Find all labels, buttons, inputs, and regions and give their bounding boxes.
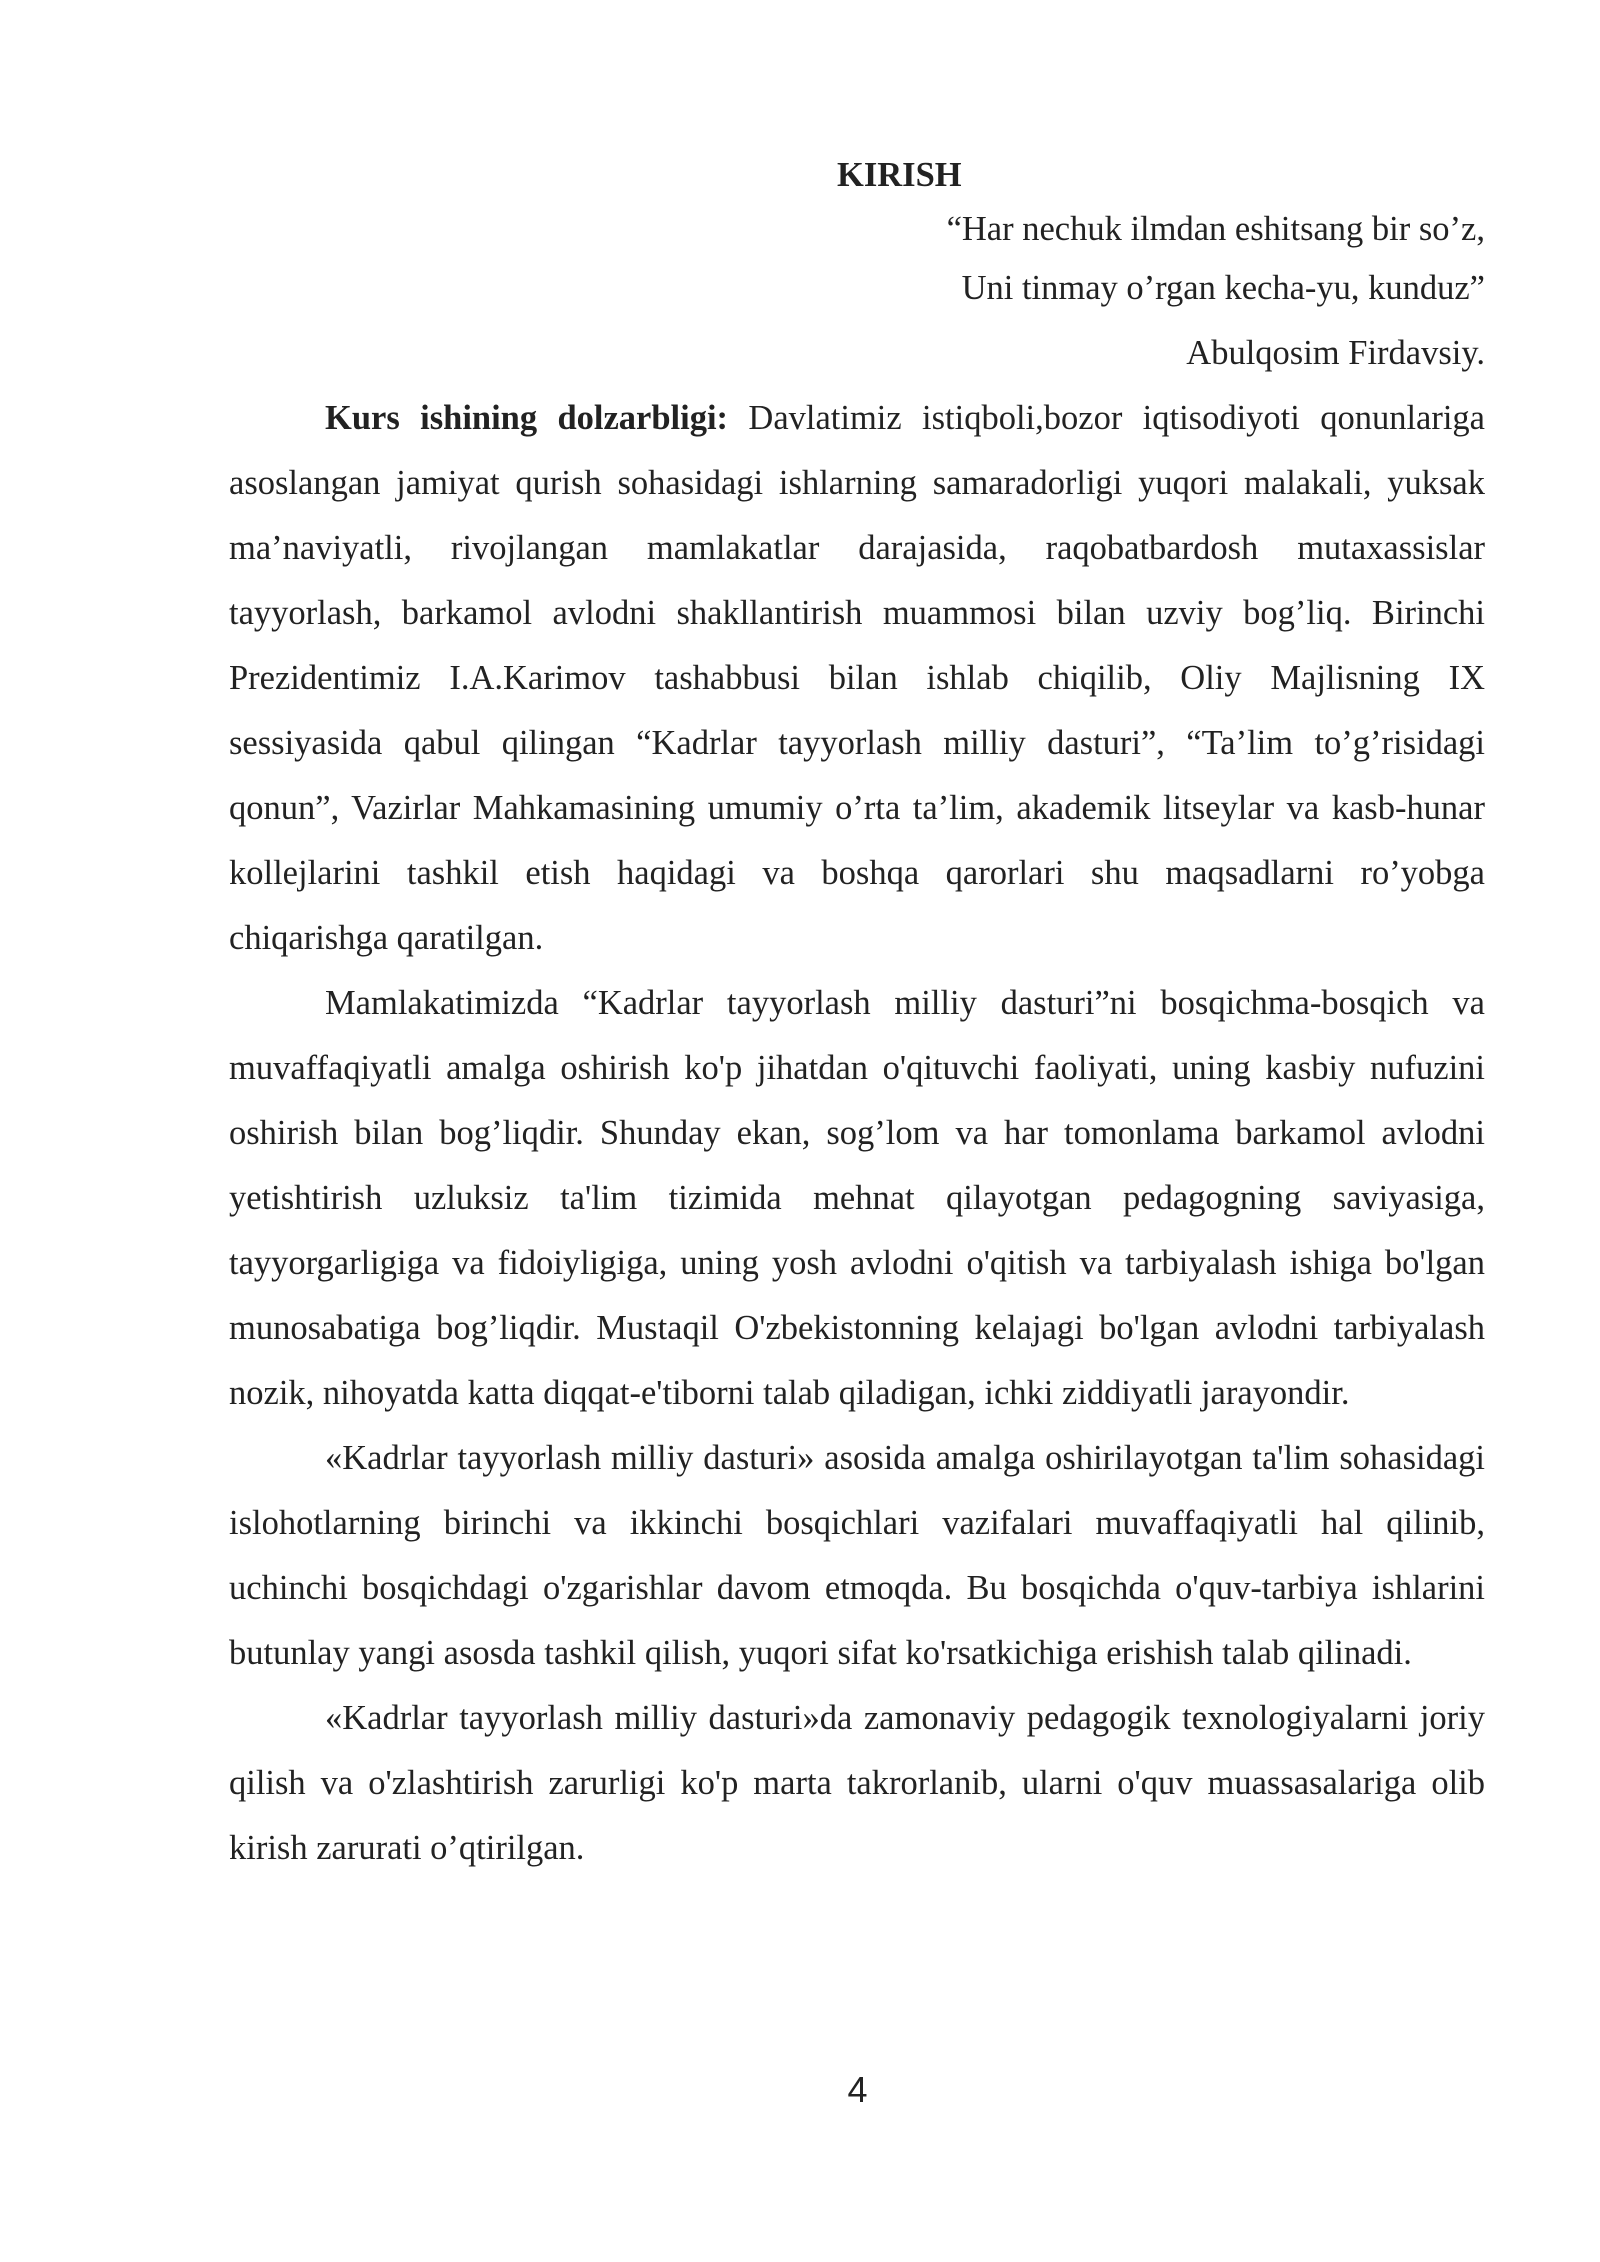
section-heading: KIRISH: [837, 156, 962, 194]
paragraph-3: «Kadrlar tayyorlash milliy dasturi» asosida amalga oshirilayotgan ta'lim sohasidagi islohotlarning birinchi va ikkinchi bosqichlari vazifalari muvaffaqiyatli hal qilinib, uchinchi bosqichdagi o'zgarishlar davom etmoqda. Bu bosqichda o'quv-tarbiya ishlarini butunlay yangi asosda tashkil qilish, yuqori sifat ko'rsatkichiga erishish talab qilinadi.: [229, 1439, 1485, 1672]
paragraph-lead: Kurs ishining dolzarbligi:: [325, 399, 729, 437]
epigraph-line-1: “Har nechuk ilmdan eshitsang bir so’z,: [946, 210, 1485, 248]
epigraph: [229, 202, 1485, 386]
page-number: 4: [847, 2069, 868, 2110]
page-content: [229, 148, 1485, 1881]
epigraph-author: Abulqosim Firdavsiy.: [1186, 334, 1485, 372]
paragraph-4: «Kadrlar tayyorlash milliy dasturi»da zamonaviy pedagogik texnologiyalarni joriy qilish va o'zlashtirish zarurligi ko'p marta takrorlanib, ularni o'quv muassasalariga olib kirish zarurati o’qtirilgan.: [229, 1699, 1485, 1867]
paragraph-text: Davlatimiz istiqboli,bozor iqtisodiyoti qonunlariga asoslangan jamiyat qurish sohasidagi ishlarning samaradorligi yuqori malakali, yuksak ma’naviyatli, rivojlangan mamlakatlar darajasida, raqobatbardosh mutaxassislar tayyorlash, barkamol avlodni shakllantirish muammosi bilan uzviy bog’liq. Birinchi Prezidentimiz I.A.Karimov tashabbusi bilan ishlab chiqilib, Oliy Majlisning IX sessiyasida qabul qilingan “Kadrlar tayyorlash milliy dasturi”, “Ta’lim to’g’risidagi qonun”, Vazirlar Mahkamasining umumiy o’rta ta’lim, akademik litseylar va kasb-hunar kollejlarini tashkil etish haqidagi va boshqa qarorlari shu maqsadlarni ro’yobga chiqarishga qaratilgan.: [229, 399, 1485, 957]
paragraph-relevance: [229, 386, 1485, 971]
paragraph-2: Mamlakatimizda “Kadrlar tayyorlash milliy dasturi”ni bosqichma-bosqich va muvaffaqiyatli amalga oshirish ko'p jihatdan o'qituvchi faoliyati, uning kasbiy nufuzini oshirish bilan bog’liqdir. Shunday ekan, sog’lom va har tomonlama barkamol avlodni yetishtirish uzluksiz ta'lim tizimida mehnat qilayotgan pedagogning saviyasiga, tayyorgarligiga va fidoiyligiga, uning yosh avlodni o'qitish va tarbiyalash ishiga bo'lgan munosabatiga bog’liqdir. Mustaqil O'zbekistonning kelajagi bo'lgan avlodni tarbiyalash nozik, nihoyatda katta diqqat-e'tiborni talab qiladigan, ichki ziddiyatli jarayondir.: [229, 984, 1485, 1412]
epigraph-line-2: Uni tinmay o’rgan kecha-yu, kunduz”: [961, 269, 1485, 307]
